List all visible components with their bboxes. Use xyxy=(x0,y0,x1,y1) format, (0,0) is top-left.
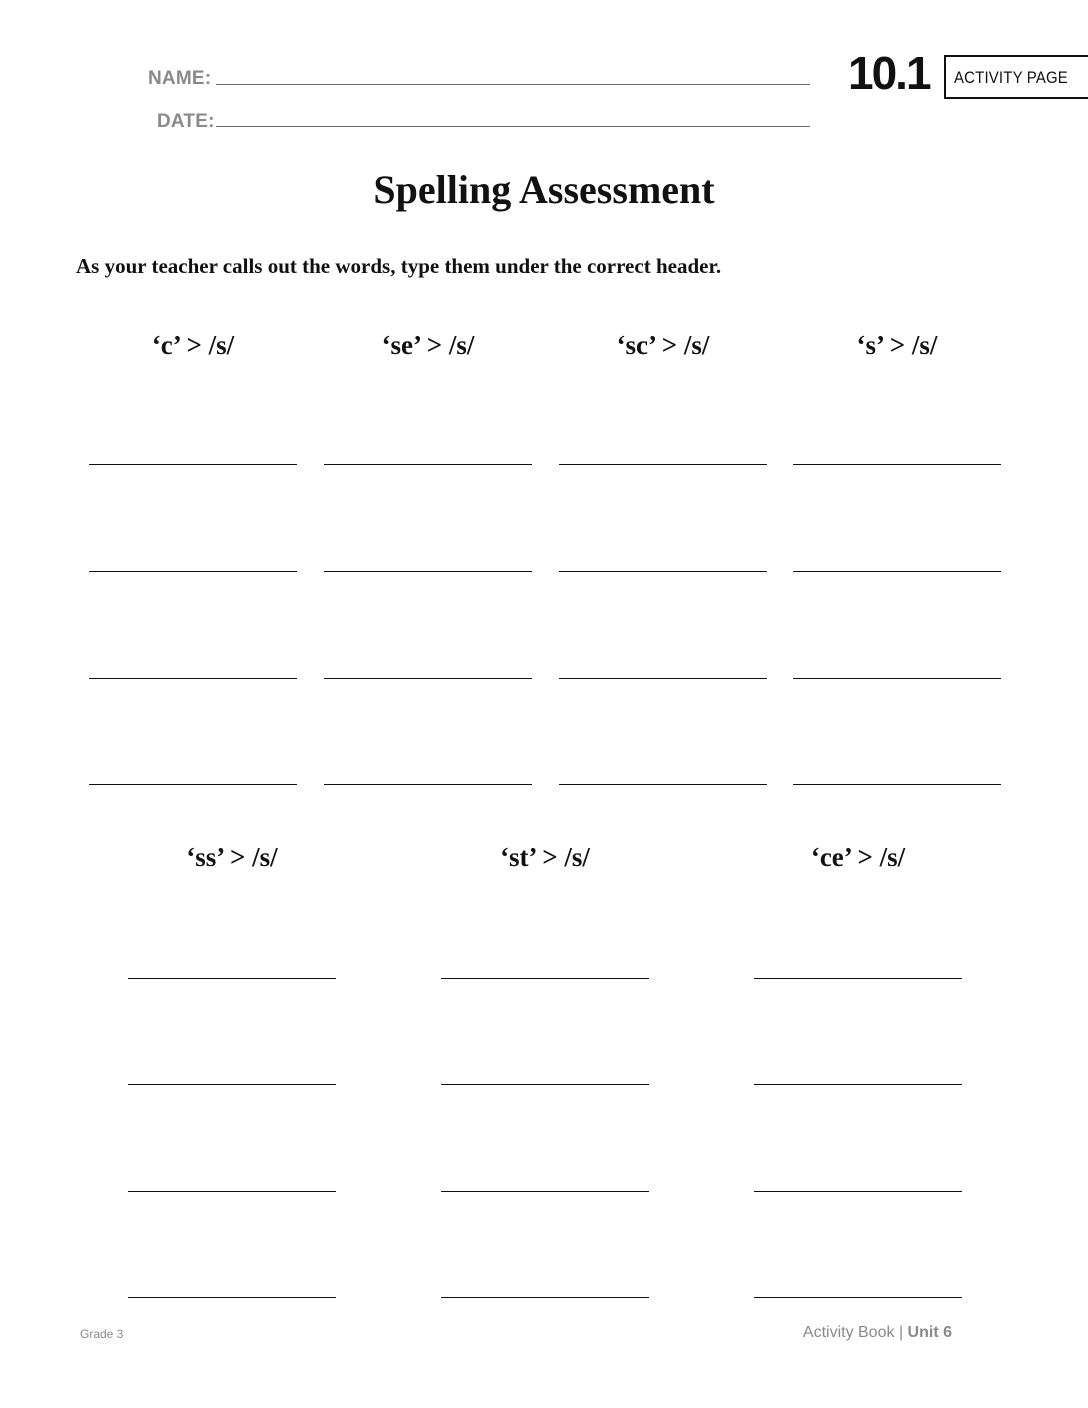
answer-line[interactable] xyxy=(89,678,297,679)
date-label: DATE: xyxy=(157,111,215,132)
answer-line[interactable] xyxy=(441,978,649,979)
answer-line[interactable] xyxy=(128,978,336,979)
answer-line[interactable] xyxy=(754,978,962,979)
name-label: NAME: xyxy=(148,68,212,89)
activity-page-label: ACTIVITY PAGE xyxy=(954,68,1068,87)
answer-line[interactable] xyxy=(128,1191,336,1192)
instructions: As your teacher calls out the words, type them under the correct header. xyxy=(76,254,722,278)
answer-line[interactable] xyxy=(559,678,767,679)
answer-line[interactable] xyxy=(559,464,767,465)
answer-line[interactable] xyxy=(324,784,532,785)
page-title: Spelling Assessment xyxy=(373,167,715,212)
footer-grade: Grade 3 xyxy=(80,1327,124,1341)
activity-number: 10.1 xyxy=(848,47,930,99)
footer-book-unit xyxy=(803,1324,952,1342)
answer-line[interactable] xyxy=(89,464,297,465)
column-header-ce: ‘ce’ > /s/ xyxy=(810,842,906,872)
answer-line[interactable] xyxy=(128,1084,336,1085)
footer-book: Activity Book xyxy=(802,1324,895,1341)
answer-line[interactable] xyxy=(793,571,1001,572)
answer-line[interactable] xyxy=(793,464,1001,465)
column-header-st: ‘st’ > /s/ xyxy=(500,842,590,872)
answer-line[interactable] xyxy=(793,784,1001,785)
answer-line[interactable] xyxy=(559,571,767,572)
column-header-se: ‘se’ > /s/ xyxy=(381,330,475,360)
answer-line[interactable] xyxy=(324,678,532,679)
column-header-ss: ‘ss’ > /s/ xyxy=(186,842,278,872)
answer-line[interactable] xyxy=(754,1297,962,1298)
footer-separator: | xyxy=(898,1324,904,1341)
answer-line[interactable] xyxy=(441,1191,649,1192)
answer-line[interactable] xyxy=(441,1084,649,1085)
footer-unit: Unit 6 xyxy=(907,1324,952,1341)
column-header-sc: ‘sc’ > /s/ xyxy=(616,330,710,360)
answer-line[interactable] xyxy=(793,678,1001,679)
answer-line[interactable] xyxy=(754,1084,962,1085)
answer-line[interactable] xyxy=(128,1297,336,1298)
answer-line[interactable] xyxy=(89,571,297,572)
answer-line[interactable] xyxy=(324,571,532,572)
column-header-c: ‘c’ > /s/ xyxy=(151,330,235,360)
answer-line[interactable] xyxy=(754,1191,962,1192)
date-field-line[interactable] xyxy=(216,126,810,127)
answer-line[interactable] xyxy=(559,784,767,785)
column-header-s: ‘s’ > /s/ xyxy=(856,330,938,360)
answer-line[interactable] xyxy=(324,464,532,465)
answer-line[interactable] xyxy=(441,1297,649,1298)
name-field-line[interactable] xyxy=(216,84,810,85)
answer-line[interactable] xyxy=(89,784,297,785)
